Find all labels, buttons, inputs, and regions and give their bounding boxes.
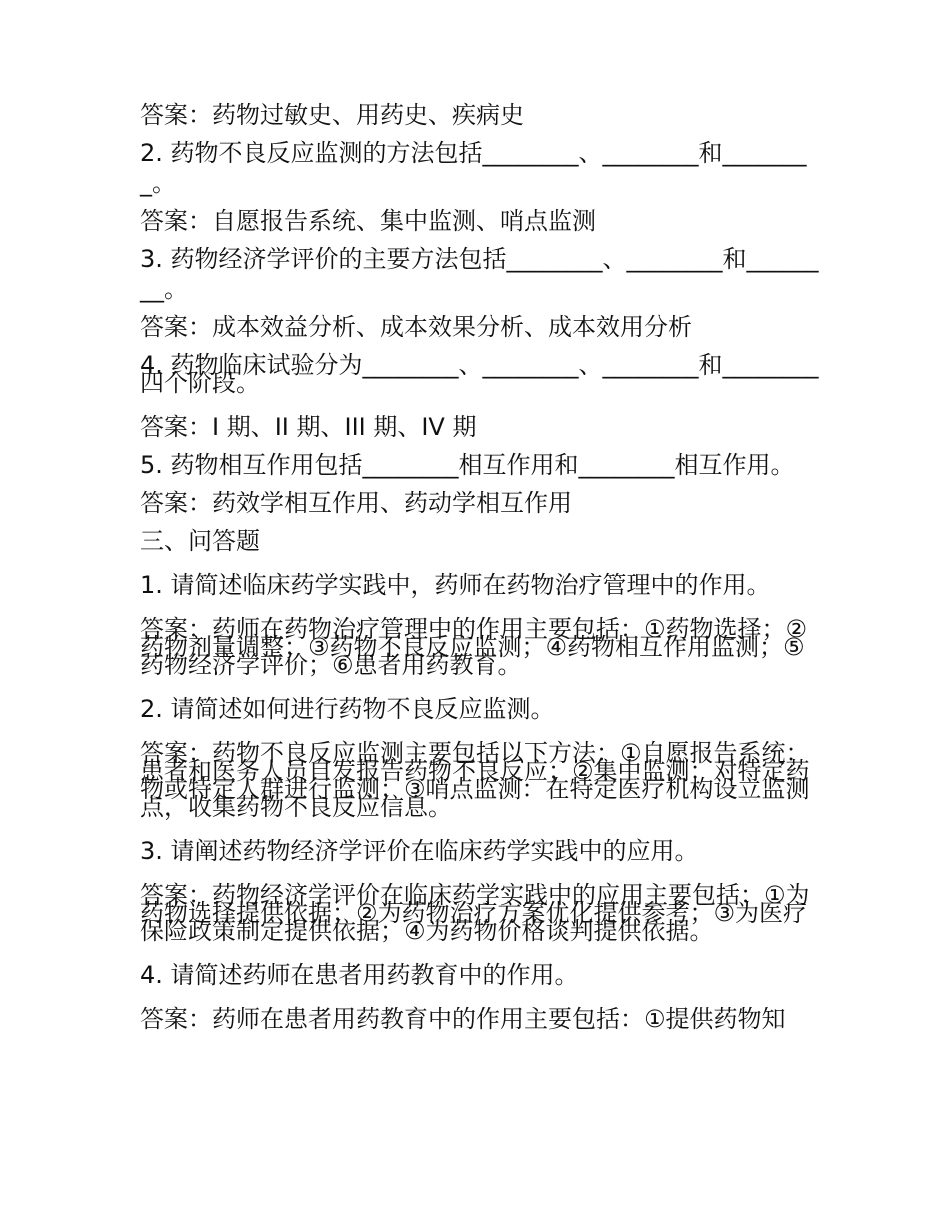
question-paragraph: 4. 请简述药师在患者用药教育中的作用。 bbox=[140, 961, 579, 989]
question-paragraph: 5. 药物相互作用包括________相互作用和________相互作用。 bbox=[140, 451, 795, 479]
answer-paragraph: 答案：药师在药物治疗管理中的作用主要包括：①药物选择；②药物剂量调整；③药物不良反应监测；④药物相互作用监测；⑤药物经济学评价；⑥患者用药教育。 bbox=[140, 615, 808, 679]
question-paragraph: 2. 请简述如何进行药物不良反应监测。 bbox=[140, 695, 555, 723]
question-paragraph: 1. 请简述临床药学实践中，药师在药物治疗管理中的作用。 bbox=[140, 571, 771, 599]
answer-paragraph: 答案：药物过敏史、用药史、疾病史 bbox=[140, 101, 524, 129]
answer-paragraph: 答案：成本效益分析、成本效果分析、成本效用分析 bbox=[140, 313, 692, 341]
question-paragraph: 3. 药物经济学评价的主要方法包括________、________和________。 bbox=[140, 245, 819, 303]
question-paragraph: 4. 药物临床试验分为________、________、________和________四个阶段。 bbox=[140, 351, 819, 397]
answer-paragraph: 答案：药效学相互作用、药动学相互作用 bbox=[140, 489, 572, 517]
answer-paragraph: 答案：I 期、II 期、III 期、IV 期 bbox=[140, 413, 477, 441]
question-paragraph: 2. 药物不良反应监测的方法包括________、________和________。 bbox=[140, 139, 807, 197]
answer-paragraph: 答案：药师在患者用药教育中的作用主要包括：①提供药物知 bbox=[140, 1005, 786, 1033]
question-paragraph: 3. 请阐述药物经济学评价在临床药学实践中的应用。 bbox=[140, 837, 699, 865]
answer-paragraph: 答案：自愿报告系统、集中监测、哨点监测 bbox=[140, 207, 596, 235]
answer-paragraph: 答案：药物经济学评价在临床药学实践中的应用主要包括：①为药物选择提供依据；②为药物治疗方案优化提供参考；③为医疗保险政策制定提供依据；④为药物价格谈判提供依据。 bbox=[140, 881, 810, 945]
section-heading: 三、问答题 bbox=[140, 527, 260, 555]
answer-paragraph: 答案：药物不良反应监测主要包括以下方法：①自愿报告系统：患者和医务人员自发报告药物不良反应；②集中监测：对特定药物或特定人群进行监测；③哨点监测：在特定医疗机构设立监测点，收集药物不良反应信息。 bbox=[140, 739, 810, 821]
document-page bbox=[140, 100, 820, 1034]
